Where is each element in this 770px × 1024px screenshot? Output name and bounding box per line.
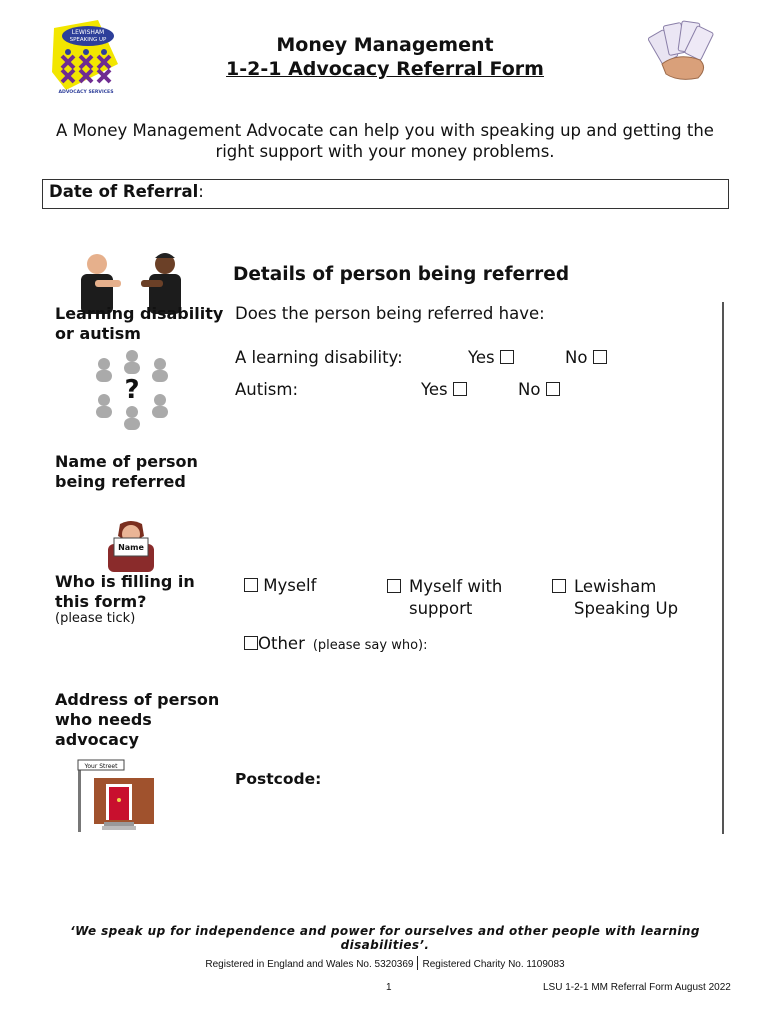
ld-yes-text: Yes	[468, 348, 495, 367]
other-text: Other	[258, 634, 305, 653]
learning-disability-side-label: Learning disability or autism	[55, 304, 224, 343]
details-heading: Details of person being referred	[233, 264, 570, 285]
filler-other-option[interactable]	[244, 634, 428, 653]
charity-registration: Registered Charity No. 1109083	[422, 959, 565, 970]
filler-myself-option[interactable]	[244, 576, 316, 595]
intro-text: A Money Management Advocate can help you with speaking up and getting the right support with your money problems.	[56, 121, 714, 161]
aut-no-checkbox[interactable]	[546, 382, 560, 396]
autism-label: Autism:	[235, 380, 299, 399]
who-filling-label: Who is filling in this form?	[55, 572, 195, 611]
who-filling-hint: (please tick)	[55, 611, 136, 626]
right-border-rule	[722, 302, 724, 834]
myself-with-support-checkbox[interactable]	[387, 579, 401, 593]
name-card-image	[100, 520, 162, 572]
filler-myself-with-support-option[interactable]	[387, 576, 537, 620]
autism-no-option[interactable]	[518, 380, 560, 399]
address-label: Address of person who needs advocacy	[55, 690, 220, 749]
aut-yes-text: Yes	[421, 380, 448, 399]
footer-motto: ‘We speak up for independence and power for ourselves and other people with learning disabilities’.	[70, 924, 700, 952]
registration-line	[0, 956, 770, 970]
learning-disability-no-option[interactable]	[565, 348, 607, 367]
other-hint: (please say who):	[312, 638, 428, 653]
date-of-referral-label	[49, 182, 204, 201]
myself-checkbox[interactable]	[244, 578, 258, 592]
name-label: Name of person being referred	[55, 452, 198, 491]
learning-disability-label: A learning disability:	[235, 348, 403, 367]
autism-yes-option[interactable]	[421, 380, 467, 399]
page-subtitle: 1-2-1 Advocacy Referral Form	[226, 58, 544, 80]
details-question: Does the person being referred have:	[235, 304, 545, 323]
myself-text: Myself	[263, 576, 317, 595]
street-sign-text: Your Street	[84, 763, 118, 770]
logo-text-2: SPEAKING UP	[69, 37, 107, 43]
name-card-text: Name	[118, 543, 144, 552]
house-street-sign-image	[76, 758, 156, 834]
ld-no-text: No	[565, 348, 588, 367]
other-checkbox[interactable]	[244, 636, 258, 650]
lewisham-speaking-up-text: Lewisham Speaking Up	[574, 577, 679, 618]
learning-disability-yes-option[interactable]	[468, 348, 514, 367]
myself-with-support-text: Myself with support	[409, 577, 503, 618]
aut-yes-checkbox[interactable]	[453, 382, 467, 396]
page-title: Money Management	[276, 34, 494, 56]
aut-no-text: No	[518, 380, 541, 399]
filler-lewisham-speaking-up-option[interactable]	[552, 576, 712, 620]
date-label-text: Date of Referral	[49, 182, 199, 201]
lewisham-speaking-up-checkbox[interactable]	[552, 579, 566, 593]
logo-text-1: LEWISHAM	[71, 29, 105, 36]
registration-separator	[417, 956, 418, 970]
logo-caption: ADVOCACY SERVICES	[58, 90, 114, 95]
svg-text:?: ?	[124, 375, 140, 405]
people-question-image	[88, 350, 176, 432]
ld-no-checkbox[interactable]	[593, 350, 607, 364]
date-label-colon: :	[198, 182, 204, 201]
date-of-referral-field[interactable]	[42, 179, 729, 209]
page-number: 1	[386, 982, 392, 993]
postcode-label: Postcode:	[235, 770, 322, 788]
form-reference: LSU 1-2-1 MM Referral Form August 2022	[543, 982, 731, 993]
company-registration: Registered in England and Wales No. 5320369	[205, 959, 414, 970]
ld-yes-checkbox[interactable]	[500, 350, 514, 364]
